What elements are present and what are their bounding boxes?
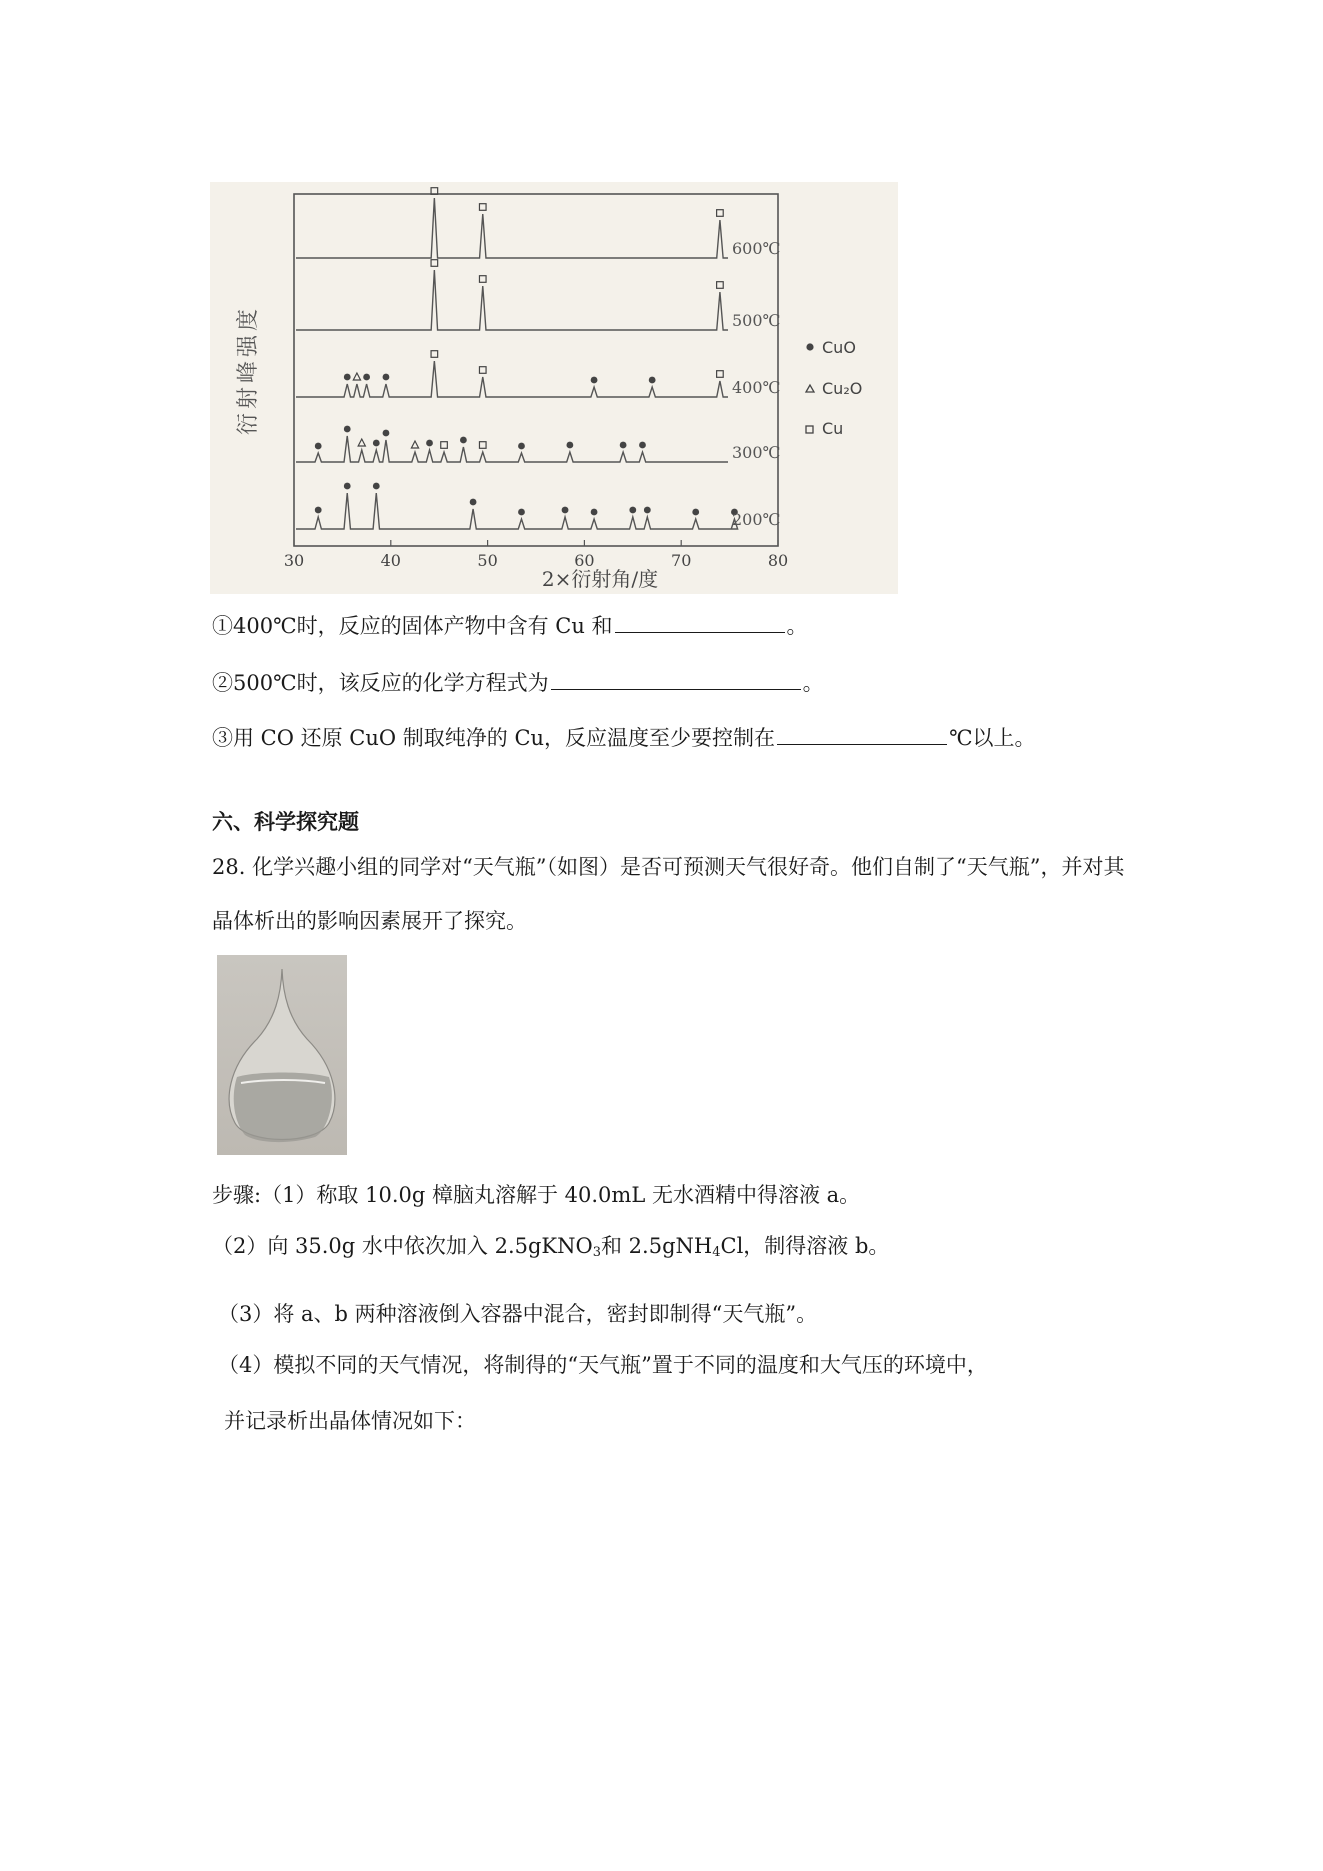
peak-marker-cu <box>717 371 724 378</box>
trace-500℃ <box>296 260 780 330</box>
x-tick-label: 50 <box>477 551 498 570</box>
peak-marker-cuo <box>315 507 322 514</box>
peak-marker-cuo <box>363 374 370 381</box>
peak-marker-cuo <box>591 509 598 516</box>
weather-bottle-photo <box>217 955 347 1155</box>
xrd-figure <box>210 182 898 594</box>
step-4-line-1: （4）模拟不同的天气情况，将制得的“天气瓶”置于不同的温度和大气压的环境中， <box>218 1353 988 1377</box>
peak-marker-cuo <box>460 437 467 444</box>
peak-marker-cuo <box>639 442 646 449</box>
step-2-part-b: 和 2.5gNH <box>601 1234 713 1258</box>
question-3-text: ③用 CO 还原 CuO 制取纯净的 Cu，反应温度至少要控制在 <box>212 726 776 750</box>
x-tick-label: 80 <box>767 551 789 570</box>
step-2-part-c: Cl，制得溶液 b。 <box>720 1234 890 1258</box>
peak-marker-cu <box>441 442 448 449</box>
peak-marker-cu <box>717 210 724 217</box>
peak-marker-cu <box>479 367 486 374</box>
trace-200℃ <box>296 483 780 529</box>
peak-marker-cuo <box>426 440 433 447</box>
trace-line <box>296 493 738 529</box>
trace-300℃ <box>296 426 780 462</box>
legend-label-cu: Cu <box>822 419 844 438</box>
question-3 <box>212 724 1036 752</box>
y-axis-label: 衍射峰强度 <box>236 304 261 436</box>
peak-marker-cuo <box>692 509 699 516</box>
temp-label: 400℃ <box>732 378 781 397</box>
question-1-tail: 。 <box>786 614 808 638</box>
peak-marker-cuo <box>629 507 636 514</box>
x-tick-label: 40 <box>380 551 401 570</box>
peak-marker-cuo <box>620 442 627 449</box>
question-2-tail: 。 <box>802 671 824 695</box>
temp-label: 200℃ <box>732 510 781 529</box>
peak-marker-cuo <box>344 483 351 490</box>
peak-marker-cuo <box>566 442 573 449</box>
trace-line <box>296 198 728 258</box>
legend-label-cu2o: Cu₂O <box>822 379 863 398</box>
peak-marker-cuo <box>344 426 351 433</box>
peak-marker-cuo <box>644 507 651 514</box>
temp-label: 500℃ <box>732 311 781 330</box>
question-1-text: ①400℃时，反应的固体产物中含有 Cu 和 <box>212 614 613 638</box>
step-2-subscript-3: 3 <box>592 1245 601 1260</box>
step-3: （3）将 a、b 两种溶液倒入容器中混合，密封即制得“天气瓶”。 <box>218 1302 818 1326</box>
peak-marker-cuo <box>383 430 390 437</box>
legend-triangle-marker <box>806 385 814 392</box>
peak-marker-cuo <box>591 377 598 384</box>
peak-marker-cuo <box>344 374 351 381</box>
x-tick-label: 30 <box>283 551 305 570</box>
answer-blank-3[interactable] <box>777 724 947 745</box>
plot-frame <box>294 194 781 546</box>
step-1: 步骤:（1）称取 10.0g 樟脑丸溶解于 40.0mL 无水酒精中得溶液 a。 <box>212 1183 861 1207</box>
x-tick-label: 60 <box>574 551 595 570</box>
step-2-part-a: （2）向 35.0g 水中依次加入 2.5gKNO <box>212 1234 593 1258</box>
peak-marker-cuo <box>649 377 656 384</box>
temp-label: 600℃ <box>732 239 781 258</box>
peak-marker-cu <box>479 442 486 449</box>
legend-square-marker <box>806 426 813 433</box>
trace-400℃ <box>296 351 780 397</box>
trace-line <box>296 361 728 397</box>
peak-marker-cuo <box>315 443 322 450</box>
peak-marker-cuo <box>470 499 477 506</box>
peak-marker-cuo <box>373 483 380 490</box>
trace-line <box>296 270 728 330</box>
xrd-chart <box>210 182 898 594</box>
step-2-subscript-4: 4 <box>712 1245 721 1260</box>
peak-marker-cu <box>431 260 438 267</box>
peak-marker-cu <box>717 282 724 289</box>
peak-marker-cu <box>431 351 438 358</box>
section-title: 六、科学探究题 <box>212 809 359 834</box>
peak-marker-cuo <box>518 509 525 516</box>
step-2 <box>212 1232 889 1260</box>
legend-label-cuo: CuO <box>822 338 856 357</box>
answer-blank-2[interactable] <box>551 669 801 690</box>
answer-blank-1[interactable] <box>615 612 785 633</box>
peak-marker-cuo <box>518 443 525 450</box>
peak-marker-cu2o <box>353 373 360 380</box>
trace-600℃ <box>296 188 780 258</box>
peak-marker-cuo <box>383 374 390 381</box>
peak-marker-cuo <box>373 440 380 447</box>
legend-circle-marker <box>806 343 813 350</box>
weather-bottle-icon <box>217 955 347 1155</box>
question-1 <box>212 612 808 640</box>
question-2-text: ②500℃时，该反应的化学方程式为 <box>212 671 549 695</box>
question-3-tail: ℃以上。 <box>949 726 1036 750</box>
x-axis-label: 2×衍射角/度 <box>541 567 659 591</box>
question-2 <box>212 669 824 697</box>
temp-label: 300℃ <box>732 443 781 462</box>
problem-28-text: 28. 化学兴趣小组的同学对“天气瓶”（如图）是否可预测天气很好奇。他们自制了“天气瓶”，并对其晶体析出的影响因素展开了探究。 <box>212 855 1125 933</box>
peak-marker-cu2o <box>358 439 365 446</box>
x-tick-label: 70 <box>671 551 692 570</box>
peak-marker-cuo <box>562 507 569 514</box>
peak-marker-cu <box>479 276 486 283</box>
step-4-line-2: 并记录析出晶体情况如下： <box>224 1409 476 1433</box>
legend <box>806 338 862 438</box>
peak-marker-cu <box>479 204 486 211</box>
peak-marker-cu2o <box>411 441 418 448</box>
